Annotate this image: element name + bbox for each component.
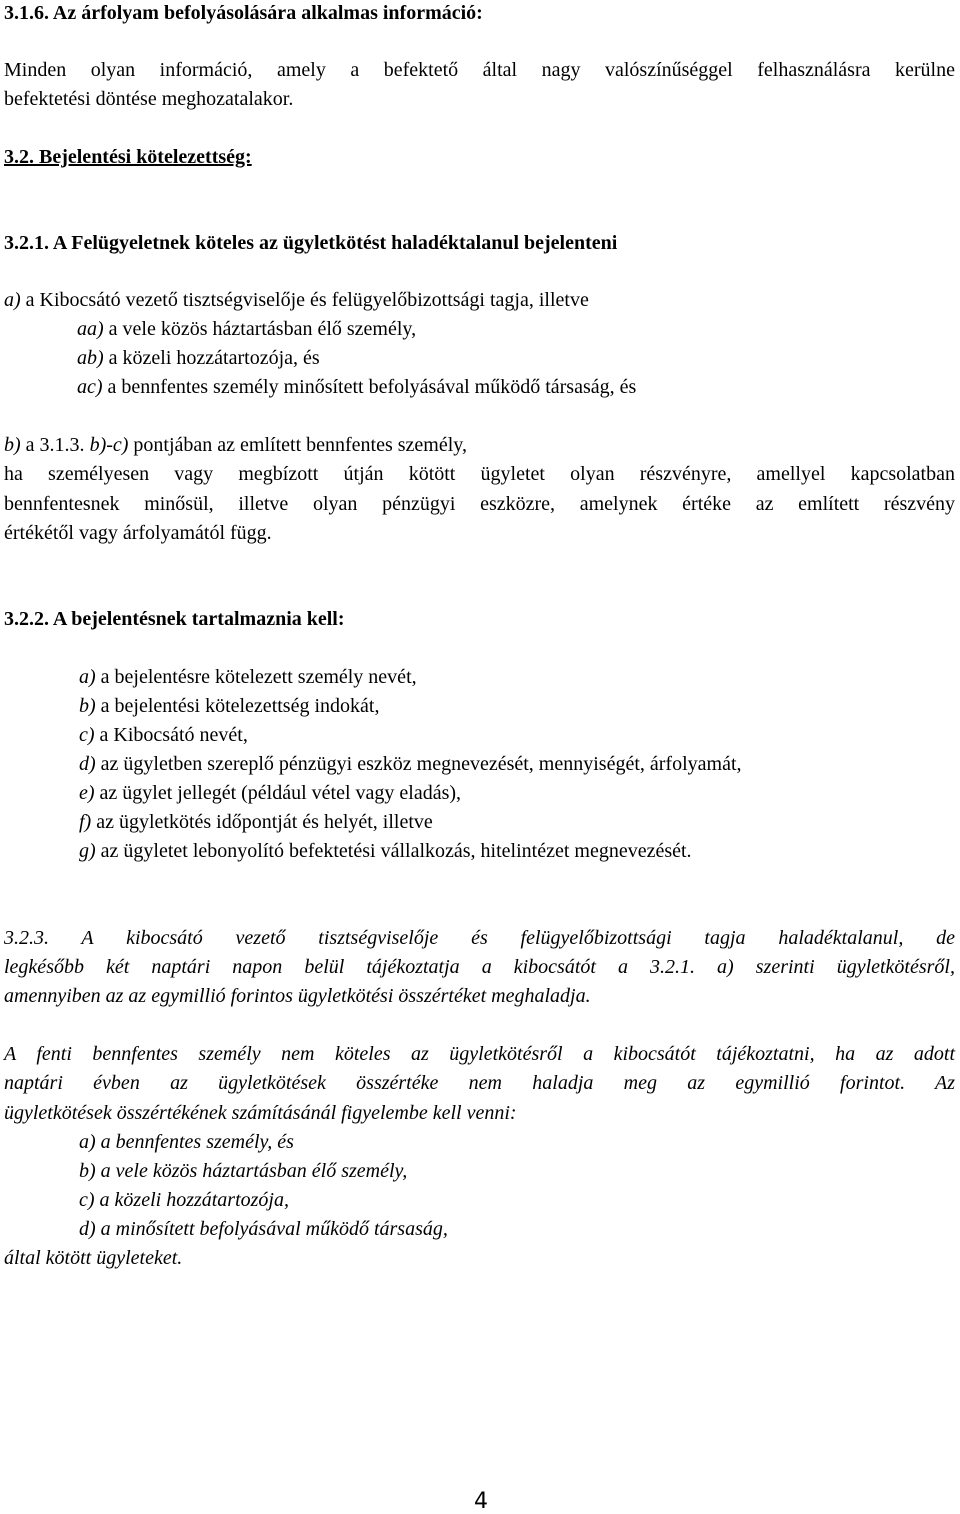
- item-label: c): [79, 724, 95, 746]
- item-label: g): [79, 840, 96, 862]
- paragraph-3-2-3-line: 3.2.3. A kibocsátó vezető tisztségviselője és felügyelőbizottsági tagja haladéktalanul, de: [4, 927, 955, 949]
- list-subitem-ac: [77, 377, 636, 397]
- item-label: ac): [77, 376, 103, 398]
- item-label: aa): [77, 318, 104, 340]
- item-text: pontjában az említett bennfentes személy,: [128, 434, 467, 456]
- page-number: 4: [474, 1489, 488, 1514]
- list-item-c: [79, 725, 248, 745]
- paragraph-exemption-closing: által kötött ügyleteket.: [4, 1247, 183, 1269]
- item-text: az ügyletben szereplő pénzügyi eszköz megnevezését, mennyiségét, árfolyamát,: [95, 753, 742, 775]
- list-item-a: [79, 667, 417, 687]
- item-label: ab): [77, 347, 104, 369]
- list-item-g: [79, 841, 692, 861]
- body-line: Minden olyan információ, amely a befektető által nagy valószínűséggel felhasználásra kerülne: [4, 59, 955, 81]
- paragraph-exemption-line: naptári évben az ügyletkötések összértéke nem haladja meg az egymillió forintot. Az: [4, 1072, 955, 1094]
- body-line: befektetési döntése meghozatalakor.: [4, 88, 294, 110]
- list-item-b: [79, 696, 379, 716]
- body-line: értékétől vagy árfolyamától függ.: [4, 522, 272, 544]
- paragraph-3-2-3-line: legkésőbb két naptári napon belül tájékoztatja a kibocsátót a 3.2.1. a) szerinti ügyletkötésről,: [4, 956, 955, 978]
- item-text: a bejelentési kötelezettség indokát,: [95, 695, 380, 717]
- item-text: a Kibocsátó vezető tisztségviselője és felügyelőbizottsági tagja, illetve: [20, 289, 589, 311]
- exemption-item-c: c) a közeli hozzátartozója,: [79, 1189, 289, 1211]
- item-text: a vele közös háztartásban élő személy,: [103, 318, 417, 340]
- section-heading-3-2: 3.2. Bejelentési kötelezettség:: [4, 146, 252, 168]
- section-heading-3-2-2: 3.2.2. A bejelentésnek tartalmaznia kell:: [4, 608, 345, 630]
- item-label: f): [79, 811, 92, 833]
- item-label: b): [79, 695, 96, 717]
- exemption-item-b: b) a vele közös háztartásban élő személy,: [79, 1160, 408, 1182]
- list-item-b: [4, 435, 467, 455]
- item-text: az ügyletkötés időpontját és helyét, illetve: [91, 811, 433, 833]
- paragraph-exemption-line: A fenti bennfentes személy nem köteles az ügyletkötésről a kibocsátót tájékoztatni, ha az adott: [4, 1043, 955, 1065]
- item-text: a bejelentésre kötelezett személy nevét,: [95, 666, 417, 688]
- item-text: a bennfentes személy minősített befolyásával működő társaság, és: [102, 376, 637, 398]
- exemption-item-d: d) a minősített befolyásával működő társaság,: [79, 1218, 448, 1240]
- item-label: a): [79, 666, 96, 688]
- item-text: a közeli hozzátartozója, és: [103, 347, 320, 369]
- list-item-a: [4, 290, 589, 310]
- item-reference: b)-c): [89, 434, 129, 456]
- exemption-item-a: a) a bennfentes személy, és: [79, 1131, 294, 1153]
- item-label: a): [4, 289, 21, 311]
- item-label: d): [79, 753, 96, 775]
- item-text: a Kibocsátó nevét,: [94, 724, 248, 746]
- item-label: e): [79, 782, 95, 804]
- paragraph-3-2-3-line: amennyiben az az egymillió forintos ügyletkötési összértéket meghaladja.: [4, 985, 591, 1007]
- list-item-e: [79, 783, 461, 803]
- item-label: b): [4, 434, 21, 456]
- body-line: bennfentesnek minősül, illetve olyan pénzügyi eszközre, amelynek értéke az említett részvény: [4, 493, 955, 515]
- item-text: az ügyletet lebonyolító befektetési vállalkozás, hitelintézet megnevezését.: [95, 840, 692, 862]
- paragraph-exemption-line: ügyletkötések összértékének számításánál figyelembe kell venni:: [4, 1102, 517, 1124]
- item-text: az ügylet jellegét (például vétel vagy eladás),: [94, 782, 462, 804]
- body-line: ha személyesen vagy megbízott útján kötött ügyletet olyan részvényre, amellyel kapcsolatban: [4, 463, 955, 485]
- section-heading-3-2-1: 3.2.1. A Felügyeletnek köteles az ügyletkötést haladéktalanul bejelenteni: [4, 232, 618, 254]
- list-item-d: [79, 754, 742, 774]
- list-subitem-ab: [77, 348, 320, 368]
- section-heading-3-1-6: 3.1.6. Az árfolyam befolyásolására alkalmas információ:: [4, 2, 483, 24]
- list-item-f: [79, 812, 433, 832]
- list-subitem-aa: [77, 319, 416, 339]
- item-text: a 3.1.3.: [20, 434, 90, 456]
